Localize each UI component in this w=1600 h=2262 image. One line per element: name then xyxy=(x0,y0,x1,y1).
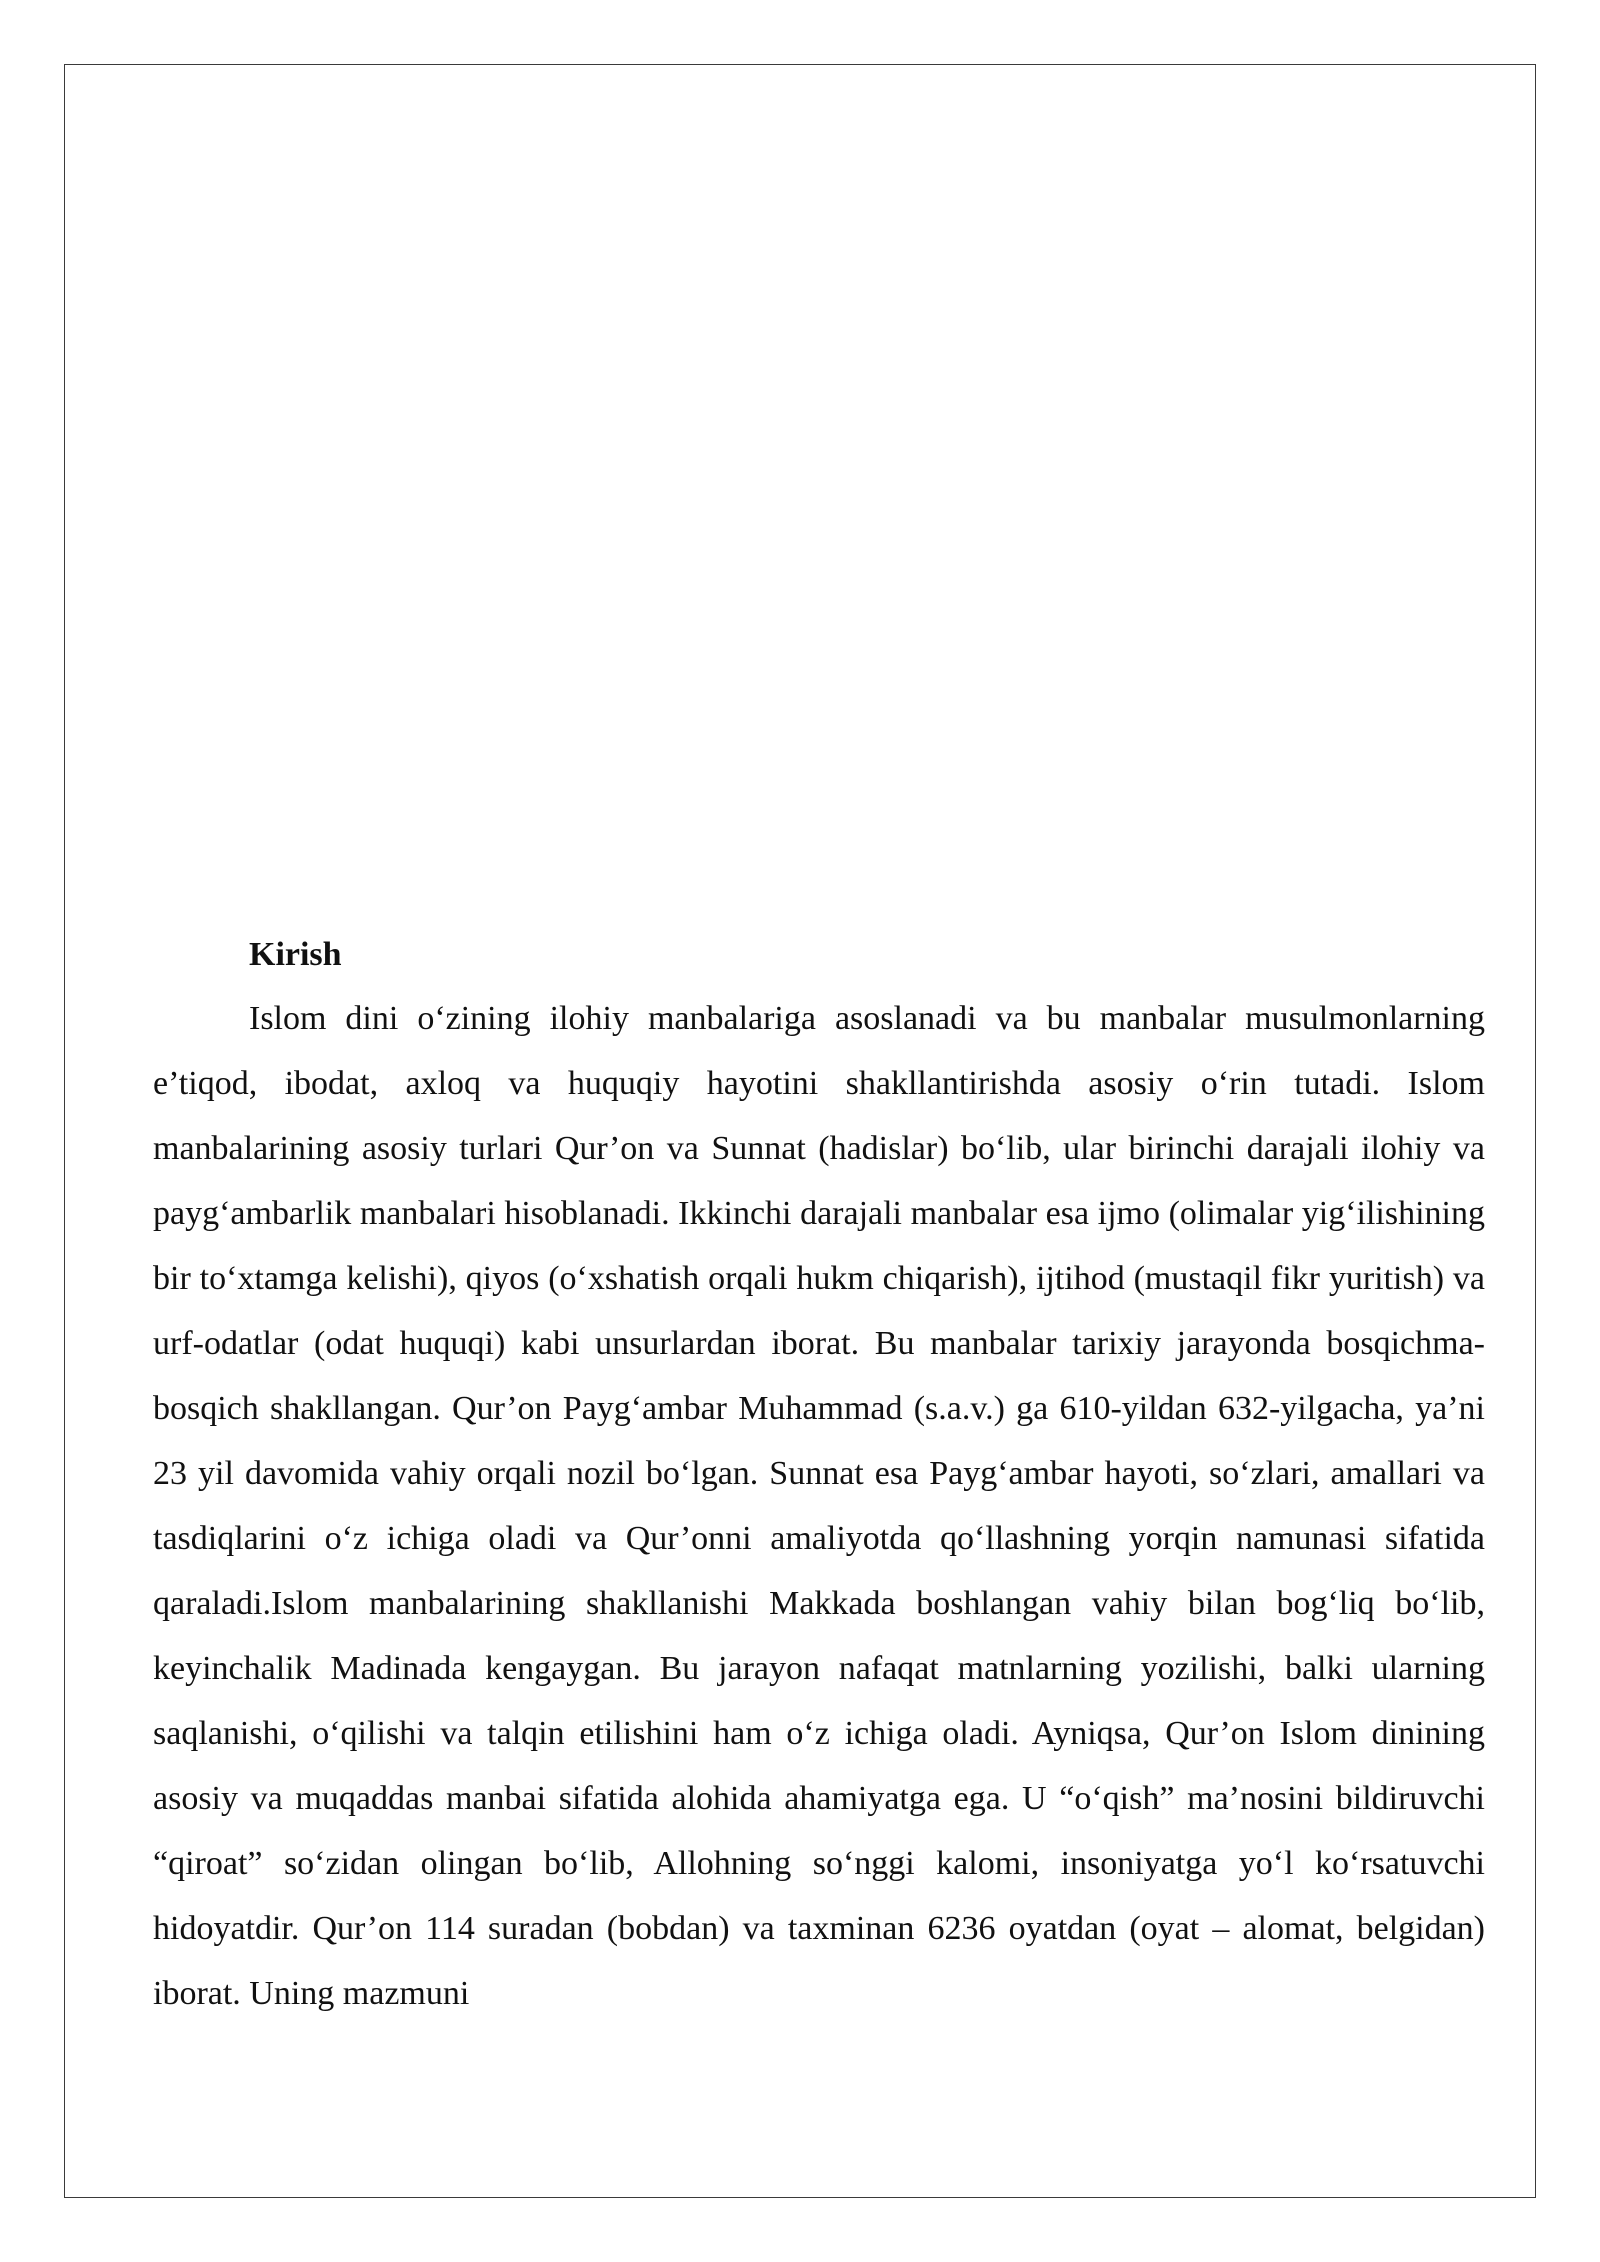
body-paragraph: Islom dini o‘zining ilohiy manbalariga asoslanadi va bu manbalar musulmonlarning e’tiqod, ibodat, axloq va huquqiy hayotini shakllantirishda asosiy o‘rin tutadi. Islom manbalarining asosiy turlari Qur’on va Sunnat (hadislar) bo‘lib, ular birinchi darajali ilohiy va payg‘ambarlik manbalari hisoblanadi. Ikkinchi darajali manbalar esa ijmo (olimalar yig‘ilishining bir to‘xtamga kelishi), qiyos (o‘xshatish orqali hukm chiqarish), ijtihod (mustaqil fikr yuritish) va urf-odatlar (odat huquqi) kabi unsurlardan iborat. Bu manbalar tarixiy jarayonda bosqichma-bosqich shakllangan. Qur’on Payg‘ambar Muhammad (s.a.v.) ga 610-yildan 632-yilgacha, ya’ni 23 yil davomida vahiy orqali nozil bo‘lgan. Sunnat esa Payg‘ambar hayoti, so‘zlari, amallari va tasdiqlarini o‘z ichiga oladi va Qur’onni amaliyotda qo‘llashning yorqin namunasi sifatida qaraladi.Islom manbalarining shakllanishi Makkada boshlangan vahiy bilan bog‘liq bo‘lib, keyinchalik Madinada kengaygan. Bu jarayon nafaqat matnlarning yozilishi, balki ularning saqlanishi, o‘qilishi va talqin etilishini ham o‘z ichiga oladi. Ayniqsa, Qur’on Islom dinining asosiy va muqaddas manbai sifatida alohida ahamiyatga ega. U “o‘qish” ma’nosini bildiruvchi “qiroat” so‘zidan olingan bo‘lib, Allohning so‘nggi kalomi, insoniyatga yo‘l ko‘rsatuvchi hidoyatdir. Qur’on 114 suradan (bobdan) va taxminan 6236 oyatdan (oyat – alomat, belgidan) iborat. Uning mazmuni xyxy=(153,1000,1485,2012)
section-heading: Kirish xyxy=(249,936,342,973)
document-body xyxy=(153,928,1485,2026)
